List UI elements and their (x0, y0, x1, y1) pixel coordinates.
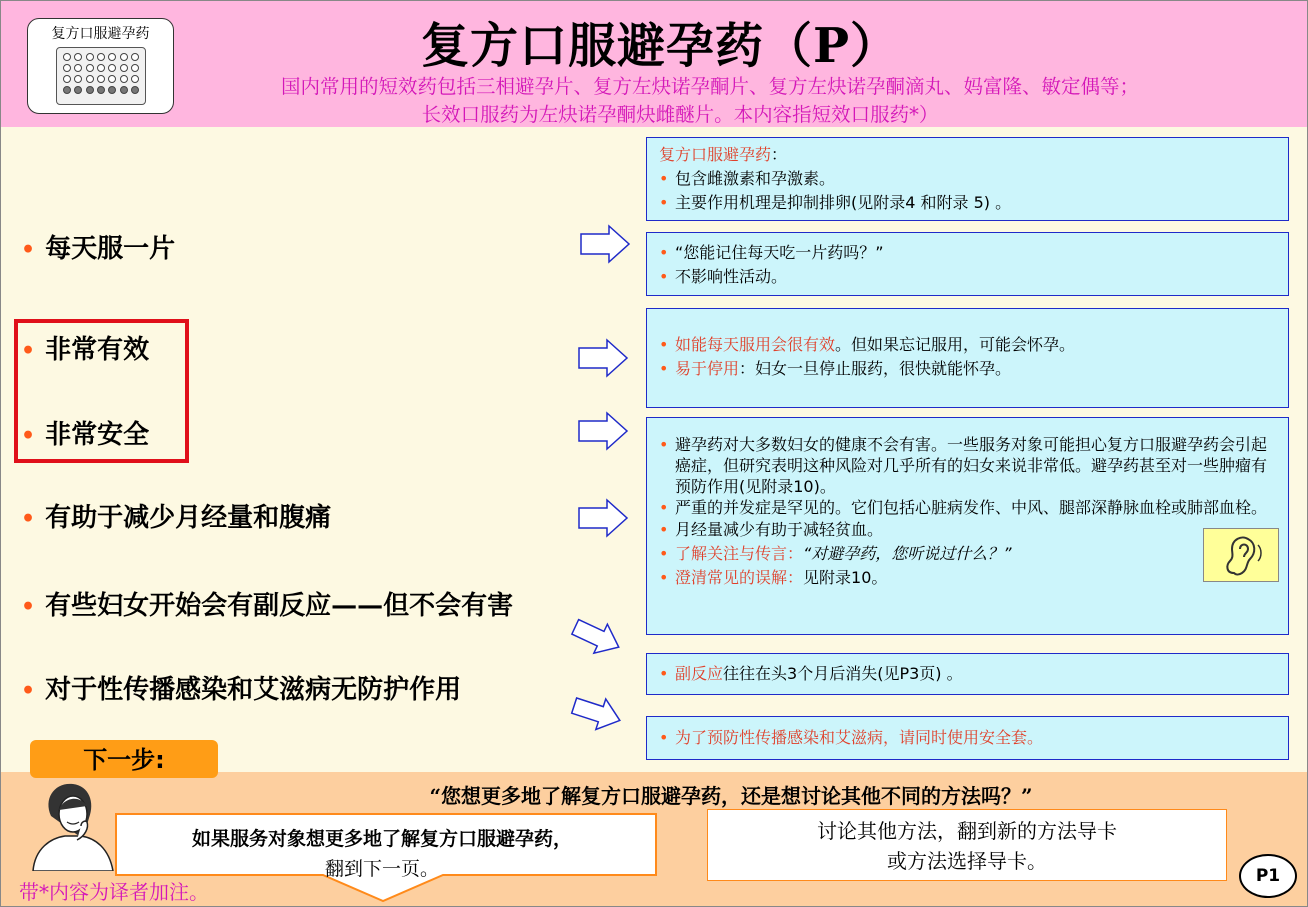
body-text: 见附录10。 (803, 568, 888, 587)
emphasis-text: 副反应 (675, 664, 724, 683)
key-point-label: 每天服一片 (45, 234, 176, 264)
emphasis-text: 了解关注与传言： (675, 544, 804, 563)
key-point-menstrual-benefit: • 有助于减少月经量和腹痛 (21, 503, 332, 533)
key-point-daily-pill: • 每天服一片 (21, 234, 176, 264)
key-point-label: 有些妇女开始会有副反应——但不会有害 (45, 591, 514, 621)
list-item: • 不影响性活动。 (659, 265, 1276, 289)
list-item (659, 726, 1276, 750)
info-box-side-effects (646, 653, 1289, 695)
page-number-badge: P1 (1239, 854, 1297, 898)
page-title: 复方口服避孕药（P） (420, 18, 900, 74)
info-box-daily (646, 232, 1289, 296)
alt-line-2: 或方法选择导卡。 (887, 849, 1047, 873)
body-text: 往往在头3个月后消失(见P3页) 。 (723, 664, 963, 683)
subtitle-line-1: 国内常用的短效药包括三相避孕片、复方左炔诺孕酮片、复方左炔诺孕酮滴丸、妈富隆、敏定偶等； (280, 75, 1139, 98)
header-banner (1, 1, 1308, 127)
arrow-down-right-icon (567, 611, 627, 663)
list-item: • “您能记住每天吃一片药吗？” (659, 241, 1276, 265)
emphasis-text: 澄清常见的误解： (675, 568, 804, 587)
box-heading: 复方口服避孕药 (659, 145, 772, 164)
callout-text (129, 824, 635, 884)
arrow-down-right-icon (567, 687, 627, 739)
callout-line-1: 如果服务对象想更多地了解复方口服避孕药， (191, 828, 572, 850)
emphasis-text: 易于停用 (675, 359, 740, 378)
key-point-label: 非常有效 (45, 335, 150, 365)
list-item (659, 566, 1276, 590)
quote-text: “对避孕药，您听说过什么？” (803, 544, 1012, 563)
next-step-label: 下一步: (30, 740, 218, 778)
key-point-label: 对于性传播感染和艾滋病无防护作用 (45, 675, 462, 705)
body-text: 。但如果忘记服用，可能会怀孕。 (835, 335, 1076, 354)
translator-footnote: 带*内容为译者加注。 (19, 880, 209, 904)
callout-line-2: 翻到下一页。 (324, 858, 439, 880)
list-item: • 严重的并发症是罕见的。它们包括心脏病发作、中风、腿部深静脉血栓或肺部血栓。 (659, 497, 1276, 518)
alt-line-1: 讨论其他方法，翻到新的方法导卡 (817, 819, 1117, 843)
info-box-sti (646, 716, 1289, 760)
key-point-no-sti-protection: • 对于性传播感染和艾滋病无防护作用 (21, 675, 462, 705)
alternative-methods-box (707, 809, 1227, 881)
arrow-right-icon (579, 224, 631, 264)
arrow-right-icon (577, 498, 629, 538)
info-box-effectiveness (646, 308, 1289, 408)
key-point-label: 有助于减少月经量和腹痛 (45, 503, 332, 533)
key-point-effective: • 非常有效 (21, 335, 150, 365)
subtitle-line-2: 长效口服药为左炔诺孕酮炔雌醚片。本内容指短效口服药*） (421, 103, 939, 126)
arrow-right-icon (577, 411, 629, 451)
key-point-safe: • 非常安全 (21, 420, 150, 450)
list-item (659, 542, 1276, 566)
info-box-safety (646, 417, 1289, 635)
body-text: ：妇女一旦停止服药，很快就能怀孕。 (739, 359, 1012, 378)
list-item (659, 357, 1276, 381)
list-item: • 月经量减少有助于减轻贫血。 (659, 518, 1276, 542)
list-item: • 避孕药对大多数妇女的健康不会有害。一些服务对象可能担心复方口服避孕药会引起癌症，但研究表明这种风险对几乎所有的妇女来说非常低。避孕药甚至对一些肿瘤有预防作用(见附录10)。 (659, 434, 1276, 497)
list-item (659, 333, 1276, 357)
counselor-question: “您想更多地了解复方口服避孕药，还是想讨论其他不同的方法吗？” (429, 784, 1033, 808)
key-point-label: 非常安全 (45, 420, 150, 450)
logo-label: 复方口服避孕药 (51, 26, 150, 42)
list-item: • 包含雌激素和孕激素。 (659, 167, 1276, 191)
info-box-overview (646, 137, 1289, 221)
arrow-right-icon (577, 338, 629, 378)
key-point-side-effects: • 有些妇女开始会有副反应——但不会有害 (21, 591, 514, 621)
emphasis-text: 为了预防性传播感染和艾滋病，请同时使用安全套。 (675, 728, 1044, 747)
woman-thinking-icon (29, 776, 119, 871)
highlight-frame (14, 319, 189, 463)
ear-icon (1203, 528, 1279, 582)
list-item: • 主要作用机理是抑制排卵(见附录4 和附录 5) 。 (659, 191, 1276, 215)
list-item (659, 662, 1276, 686)
emphasis-text: 如能每天服用会很有效 (675, 335, 836, 354)
box-heading-suffix: ： (771, 145, 788, 164)
